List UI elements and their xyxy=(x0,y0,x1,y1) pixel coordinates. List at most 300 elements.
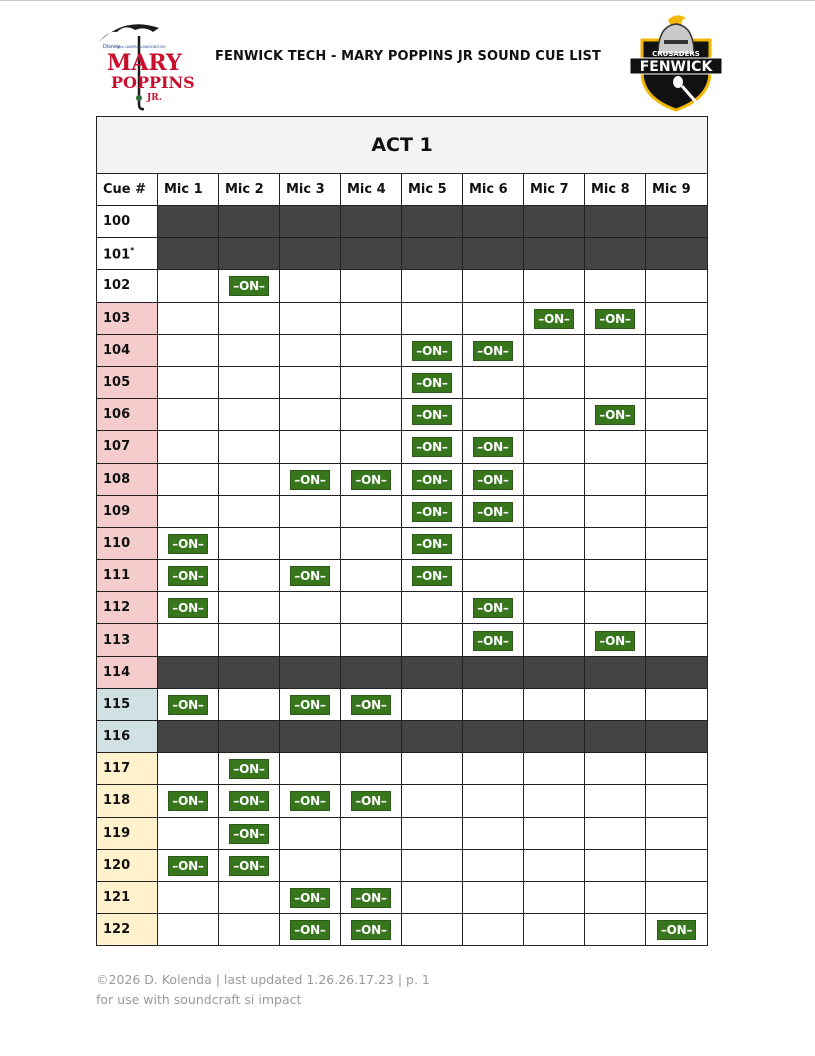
mic-cell xyxy=(402,302,463,334)
mic-cell-disabled xyxy=(219,656,280,688)
mic-on-badge: –ON– xyxy=(473,502,512,522)
cue-number: 106 xyxy=(103,407,131,423)
mic-on-badge: –ON– xyxy=(473,437,512,457)
mic-cell xyxy=(585,881,646,913)
mic-cell xyxy=(524,688,585,720)
cue-number: 122 xyxy=(103,922,131,938)
mic-cell-disabled xyxy=(219,238,280,270)
mic-cell xyxy=(646,431,708,463)
mic-cell xyxy=(524,527,585,559)
mic-cell xyxy=(402,881,463,913)
cue-number-cell xyxy=(97,431,158,463)
mic-cell xyxy=(463,688,524,720)
cue-row xyxy=(97,366,708,398)
mic-on-badge: –ON– xyxy=(229,856,268,876)
cue-row xyxy=(97,270,708,302)
mic-on-badge: –ON– xyxy=(473,341,512,361)
mic-on-badge: –ON– xyxy=(412,341,451,361)
cue-number: 121 xyxy=(103,890,131,906)
mic-cell-disabled xyxy=(646,206,708,238)
mic-cell-disabled xyxy=(524,656,585,688)
cue-row xyxy=(97,206,708,238)
mic-1-header: Mic 1 xyxy=(158,174,219,206)
mic-cell xyxy=(341,785,402,817)
mic-cell xyxy=(341,302,402,334)
mic-6-header: Mic 6 xyxy=(463,174,524,206)
mic-cell xyxy=(280,914,341,946)
mic-cell xyxy=(524,302,585,334)
mic-cell xyxy=(280,849,341,881)
mic-cell xyxy=(463,914,524,946)
mic-cell xyxy=(646,366,708,398)
mic-cell xyxy=(402,463,463,495)
mic-cell xyxy=(646,881,708,913)
cue-number-cell xyxy=(97,463,158,495)
mic-cell xyxy=(463,849,524,881)
cue-number-cell xyxy=(97,302,158,334)
mic-cell-disabled xyxy=(646,721,708,753)
cue-number: 120 xyxy=(103,857,131,873)
mic-cell xyxy=(585,463,646,495)
cue-number: 111 xyxy=(103,568,131,584)
mic-cell xyxy=(158,366,219,398)
cue-number: 103 xyxy=(103,310,131,326)
mic-on-badge: –ON– xyxy=(229,276,268,296)
mic-cell xyxy=(402,560,463,592)
act-title: ACT 1 xyxy=(97,117,708,174)
mic-cell xyxy=(524,366,585,398)
mic-cell xyxy=(402,495,463,527)
cue-row xyxy=(97,399,708,431)
cue-row xyxy=(97,817,708,849)
mic-cell xyxy=(463,399,524,431)
mic-cell xyxy=(158,270,219,302)
cue-number: 107 xyxy=(103,439,131,455)
fenwick-crusaders-logo xyxy=(628,10,724,112)
mic-cell xyxy=(280,334,341,366)
mic-cell xyxy=(280,688,341,720)
mic-cell-disabled xyxy=(341,721,402,753)
cue-table xyxy=(96,116,708,946)
mic-cell-disabled xyxy=(158,656,219,688)
mic-cell-disabled xyxy=(585,656,646,688)
mic-cell xyxy=(402,914,463,946)
mic-5-header: Mic 5 xyxy=(402,174,463,206)
mic-on-badge: –ON– xyxy=(595,309,634,329)
mic-cell xyxy=(280,624,341,656)
mic-cell xyxy=(341,881,402,913)
svg-text:MARY: MARY xyxy=(107,50,182,76)
mic-9-header: Mic 9 xyxy=(646,174,708,206)
mic-cell-disabled xyxy=(280,206,341,238)
mic-cell xyxy=(524,914,585,946)
mic-cell xyxy=(463,753,524,785)
mic-cell xyxy=(524,817,585,849)
mic-on-badge: –ON– xyxy=(657,920,696,940)
mic-cell xyxy=(280,785,341,817)
cue-table-body xyxy=(97,206,708,946)
mic-cell-disabled xyxy=(585,721,646,753)
mic-cell-disabled xyxy=(158,721,219,753)
mic-cell xyxy=(524,624,585,656)
mic-cell xyxy=(585,849,646,881)
mic-cell xyxy=(463,881,524,913)
cue-row xyxy=(97,302,708,334)
mic-cell xyxy=(402,592,463,624)
cue-number: 100 xyxy=(103,214,131,230)
mic-cell xyxy=(646,334,708,366)
cue-row xyxy=(97,688,708,720)
mic-cell xyxy=(158,495,219,527)
cue-note-marker: * xyxy=(130,245,135,255)
mic-on-badge: –ON– xyxy=(168,791,207,811)
mic-cell xyxy=(524,592,585,624)
mic-cell xyxy=(341,624,402,656)
mic-cell xyxy=(219,817,280,849)
mic-7-header: Mic 7 xyxy=(524,174,585,206)
mic-cell xyxy=(585,753,646,785)
cue-number: 109 xyxy=(103,503,131,519)
cue-number-cell xyxy=(97,914,158,946)
mic-cell xyxy=(524,270,585,302)
mic-cell xyxy=(402,334,463,366)
mic-cell xyxy=(585,624,646,656)
mic-cell-disabled xyxy=(158,238,219,270)
mic-on-badge: –ON– xyxy=(168,598,207,618)
mic-cell xyxy=(524,399,585,431)
mic-on-badge: –ON– xyxy=(473,598,512,618)
cue-number-header: Cue # xyxy=(97,174,158,206)
mic-cell xyxy=(219,624,280,656)
mic-cell xyxy=(402,366,463,398)
mic-cell xyxy=(341,366,402,398)
mic-cell xyxy=(158,881,219,913)
mic-on-badge: –ON– xyxy=(412,373,451,393)
mic-cell xyxy=(402,270,463,302)
copyright-line: ©2026 D. Kolenda | last updated 1.26.26.17.23 | p. 1 xyxy=(96,972,430,987)
mic-2-header: Mic 2 xyxy=(219,174,280,206)
mic-cell xyxy=(585,592,646,624)
mic-cell-disabled xyxy=(280,238,341,270)
mic-on-badge: –ON– xyxy=(168,566,207,586)
usage-note: for use with soundcraft si impact xyxy=(96,992,302,1007)
mic-cell xyxy=(646,527,708,559)
mic-cell-disabled xyxy=(219,206,280,238)
mic-cell xyxy=(585,495,646,527)
mic-cell xyxy=(585,334,646,366)
mic-cell xyxy=(402,624,463,656)
mic-cell xyxy=(341,399,402,431)
cue-number: 113 xyxy=(103,632,131,648)
mic-cell xyxy=(463,527,524,559)
mic-cell xyxy=(158,753,219,785)
mic-cell xyxy=(219,785,280,817)
mic-cell xyxy=(585,560,646,592)
mic-cell xyxy=(463,495,524,527)
mic-cell xyxy=(219,914,280,946)
cue-row xyxy=(97,560,708,592)
mic-cell xyxy=(280,399,341,431)
mic-cell xyxy=(219,302,280,334)
mic-cell xyxy=(402,785,463,817)
cue-number-cell xyxy=(97,624,158,656)
mic-cell xyxy=(280,560,341,592)
mic-cell xyxy=(341,817,402,849)
footer xyxy=(96,970,430,1010)
mic-on-badge: –ON– xyxy=(229,824,268,844)
mic-on-badge: –ON– xyxy=(351,695,390,715)
mic-cell-disabled xyxy=(280,656,341,688)
document-title: FENWICK TECH - MARY POPPINS JR SOUND CUE LIST xyxy=(215,49,601,64)
cue-row xyxy=(97,495,708,527)
mic-on-badge: –ON– xyxy=(290,695,329,715)
cue-number: 116 xyxy=(103,729,131,745)
mic-cell xyxy=(524,463,585,495)
mic-on-badge: –ON– xyxy=(229,791,268,811)
cue-number-cell xyxy=(97,881,158,913)
mic-cell xyxy=(646,688,708,720)
mic-cell-disabled xyxy=(158,206,219,238)
mic-cell-disabled xyxy=(402,656,463,688)
mic-cell-disabled xyxy=(463,238,524,270)
cue-number-cell xyxy=(97,334,158,366)
mic-cell xyxy=(158,302,219,334)
mic-cell xyxy=(158,527,219,559)
mic-cell xyxy=(158,334,219,366)
mic-on-badge: –ON– xyxy=(290,470,329,490)
svg-text:JR.: JR. xyxy=(147,93,162,103)
mic-cell xyxy=(219,270,280,302)
mic-on-badge: –ON– xyxy=(412,437,451,457)
mic-cell xyxy=(280,753,341,785)
mic-on-badge: –ON– xyxy=(290,791,329,811)
cue-row xyxy=(97,334,708,366)
cue-number-cell xyxy=(97,817,158,849)
cue-number: 112 xyxy=(103,600,131,616)
mic-cell xyxy=(341,270,402,302)
mic-cell xyxy=(585,366,646,398)
mic-cell xyxy=(585,431,646,463)
mic-cell xyxy=(585,399,646,431)
mic-cell xyxy=(219,495,280,527)
mic-cell-disabled xyxy=(341,656,402,688)
cue-number: 105 xyxy=(103,375,131,391)
mic-cell xyxy=(646,560,708,592)
cue-number-cell xyxy=(97,753,158,785)
mic-cell xyxy=(524,334,585,366)
mic-on-badge: –ON– xyxy=(412,534,451,554)
svg-text:FENWICK: FENWICK xyxy=(639,59,713,75)
cue-row xyxy=(97,849,708,881)
mic-cell xyxy=(280,817,341,849)
mic-cell-disabled xyxy=(341,238,402,270)
mic-cell xyxy=(463,302,524,334)
mic-cell xyxy=(280,495,341,527)
mic-cell xyxy=(585,527,646,559)
cue-number-cell xyxy=(97,785,158,817)
mic-cell xyxy=(646,302,708,334)
mic-cell xyxy=(585,302,646,334)
cue-row xyxy=(97,463,708,495)
mic-cell-disabled xyxy=(402,238,463,270)
mic-cell xyxy=(524,785,585,817)
cue-number: 108 xyxy=(103,471,131,487)
cue-number-cell xyxy=(97,592,158,624)
cue-number: 119 xyxy=(103,825,131,841)
mic-on-badge: –ON– xyxy=(534,309,573,329)
mic-cell xyxy=(341,495,402,527)
svg-text:POPPINS: POPPINS xyxy=(111,73,195,92)
cue-number: 118 xyxy=(103,793,131,809)
mic-cell xyxy=(646,463,708,495)
cue-number-cell xyxy=(97,560,158,592)
mic-cell-disabled xyxy=(646,238,708,270)
mic-cell xyxy=(463,431,524,463)
mic-cell xyxy=(341,688,402,720)
mic-cell xyxy=(402,688,463,720)
mic-on-badge: –ON– xyxy=(351,920,390,940)
mic-cell xyxy=(341,914,402,946)
mic-cell xyxy=(646,495,708,527)
cue-row xyxy=(97,624,708,656)
mic-cell-disabled xyxy=(646,656,708,688)
mic-cell xyxy=(158,560,219,592)
mic-cell xyxy=(158,688,219,720)
cue-number: 110 xyxy=(103,535,131,551)
mic-cell-disabled xyxy=(524,721,585,753)
mic-cell xyxy=(524,495,585,527)
mic-cell xyxy=(158,849,219,881)
cue-number: 104 xyxy=(103,342,131,358)
cue-number-cell xyxy=(97,849,158,881)
mic-cell xyxy=(646,817,708,849)
cue-number-cell xyxy=(97,721,158,753)
mic-cell xyxy=(402,399,463,431)
mic-cell xyxy=(463,560,524,592)
mic-cell xyxy=(585,270,646,302)
mic-cell xyxy=(219,688,280,720)
mic-cell xyxy=(646,624,708,656)
cue-number-cell xyxy=(97,238,158,270)
mic-cell xyxy=(646,914,708,946)
top-border xyxy=(0,0,815,1)
cue-row xyxy=(97,721,708,753)
mic-cell xyxy=(341,527,402,559)
cue-number: 114 xyxy=(103,664,131,680)
mic-cell xyxy=(341,849,402,881)
mic-on-badge: –ON– xyxy=(412,470,451,490)
mic-cell xyxy=(158,399,219,431)
cue-row xyxy=(97,431,708,463)
mic-cell xyxy=(158,785,219,817)
svg-text:Disney: Disney xyxy=(103,44,121,50)
mic-cell xyxy=(341,463,402,495)
mic-cell xyxy=(585,914,646,946)
mic-cell xyxy=(402,849,463,881)
cue-row xyxy=(97,914,708,946)
mic-cell xyxy=(402,527,463,559)
mic-cell xyxy=(524,881,585,913)
mic-cell-disabled xyxy=(463,206,524,238)
mic-cell xyxy=(463,817,524,849)
mic-on-badge: –ON– xyxy=(595,405,634,425)
cue-number: 115 xyxy=(103,696,131,712)
mic-cell xyxy=(219,849,280,881)
mic-cell-disabled xyxy=(524,238,585,270)
mic-cell xyxy=(158,817,219,849)
mic-4-header: Mic 4 xyxy=(341,174,402,206)
cue-number: 101 xyxy=(103,246,131,262)
mic-cell xyxy=(158,431,219,463)
mic-on-badge: –ON– xyxy=(290,566,329,586)
mic-cell xyxy=(402,817,463,849)
mic-on-badge: –ON– xyxy=(473,470,512,490)
svg-text:CRUSADERS: CRUSADERS xyxy=(652,50,700,58)
mic-cell xyxy=(585,688,646,720)
mic-on-badge: –ON– xyxy=(351,470,390,490)
mic-cell-disabled xyxy=(402,721,463,753)
mic-cell xyxy=(341,560,402,592)
mic-on-badge: –ON– xyxy=(412,502,451,522)
mary-poppins-logo xyxy=(95,12,195,112)
mic-cell xyxy=(280,302,341,334)
mic-on-badge: –ON– xyxy=(168,856,207,876)
mic-cell xyxy=(463,366,524,398)
cue-row xyxy=(97,592,708,624)
mic-cell xyxy=(219,527,280,559)
mic-cell xyxy=(341,334,402,366)
mic-cell xyxy=(463,785,524,817)
mic-cell xyxy=(219,560,280,592)
mic-cell xyxy=(524,431,585,463)
mic-cell xyxy=(280,463,341,495)
mic-cell-disabled xyxy=(585,206,646,238)
mic-cell xyxy=(158,624,219,656)
mic-cell xyxy=(158,914,219,946)
mic-cell xyxy=(463,592,524,624)
mic-cell xyxy=(463,463,524,495)
mic-cell xyxy=(219,463,280,495)
mic-on-badge: –ON– xyxy=(412,566,451,586)
mic-8-header: Mic 8 xyxy=(585,174,646,206)
mic-cell-disabled xyxy=(341,206,402,238)
mic-cell xyxy=(280,270,341,302)
cue-number-cell xyxy=(97,206,158,238)
mic-cell xyxy=(219,881,280,913)
mic-on-badge: –ON– xyxy=(473,631,512,651)
mic-cell xyxy=(280,431,341,463)
mic-cell xyxy=(463,624,524,656)
cue-number-cell xyxy=(97,688,158,720)
mic-cell xyxy=(219,399,280,431)
cue-number-cell xyxy=(97,399,158,431)
mic-cell-disabled xyxy=(524,206,585,238)
mic-cell xyxy=(646,270,708,302)
mic-cell xyxy=(280,527,341,559)
mic-cell xyxy=(341,592,402,624)
cue-row xyxy=(97,753,708,785)
mic-cell xyxy=(219,334,280,366)
mic-cell-disabled xyxy=(585,238,646,270)
mic-on-badge: –ON– xyxy=(229,759,268,779)
mic-cell-disabled xyxy=(219,721,280,753)
mic-cell xyxy=(219,366,280,398)
mic-cell-disabled xyxy=(463,721,524,753)
mic-cell xyxy=(585,817,646,849)
mic-cell xyxy=(280,366,341,398)
mic-cell xyxy=(341,431,402,463)
mic-on-badge: –ON– xyxy=(168,695,207,715)
